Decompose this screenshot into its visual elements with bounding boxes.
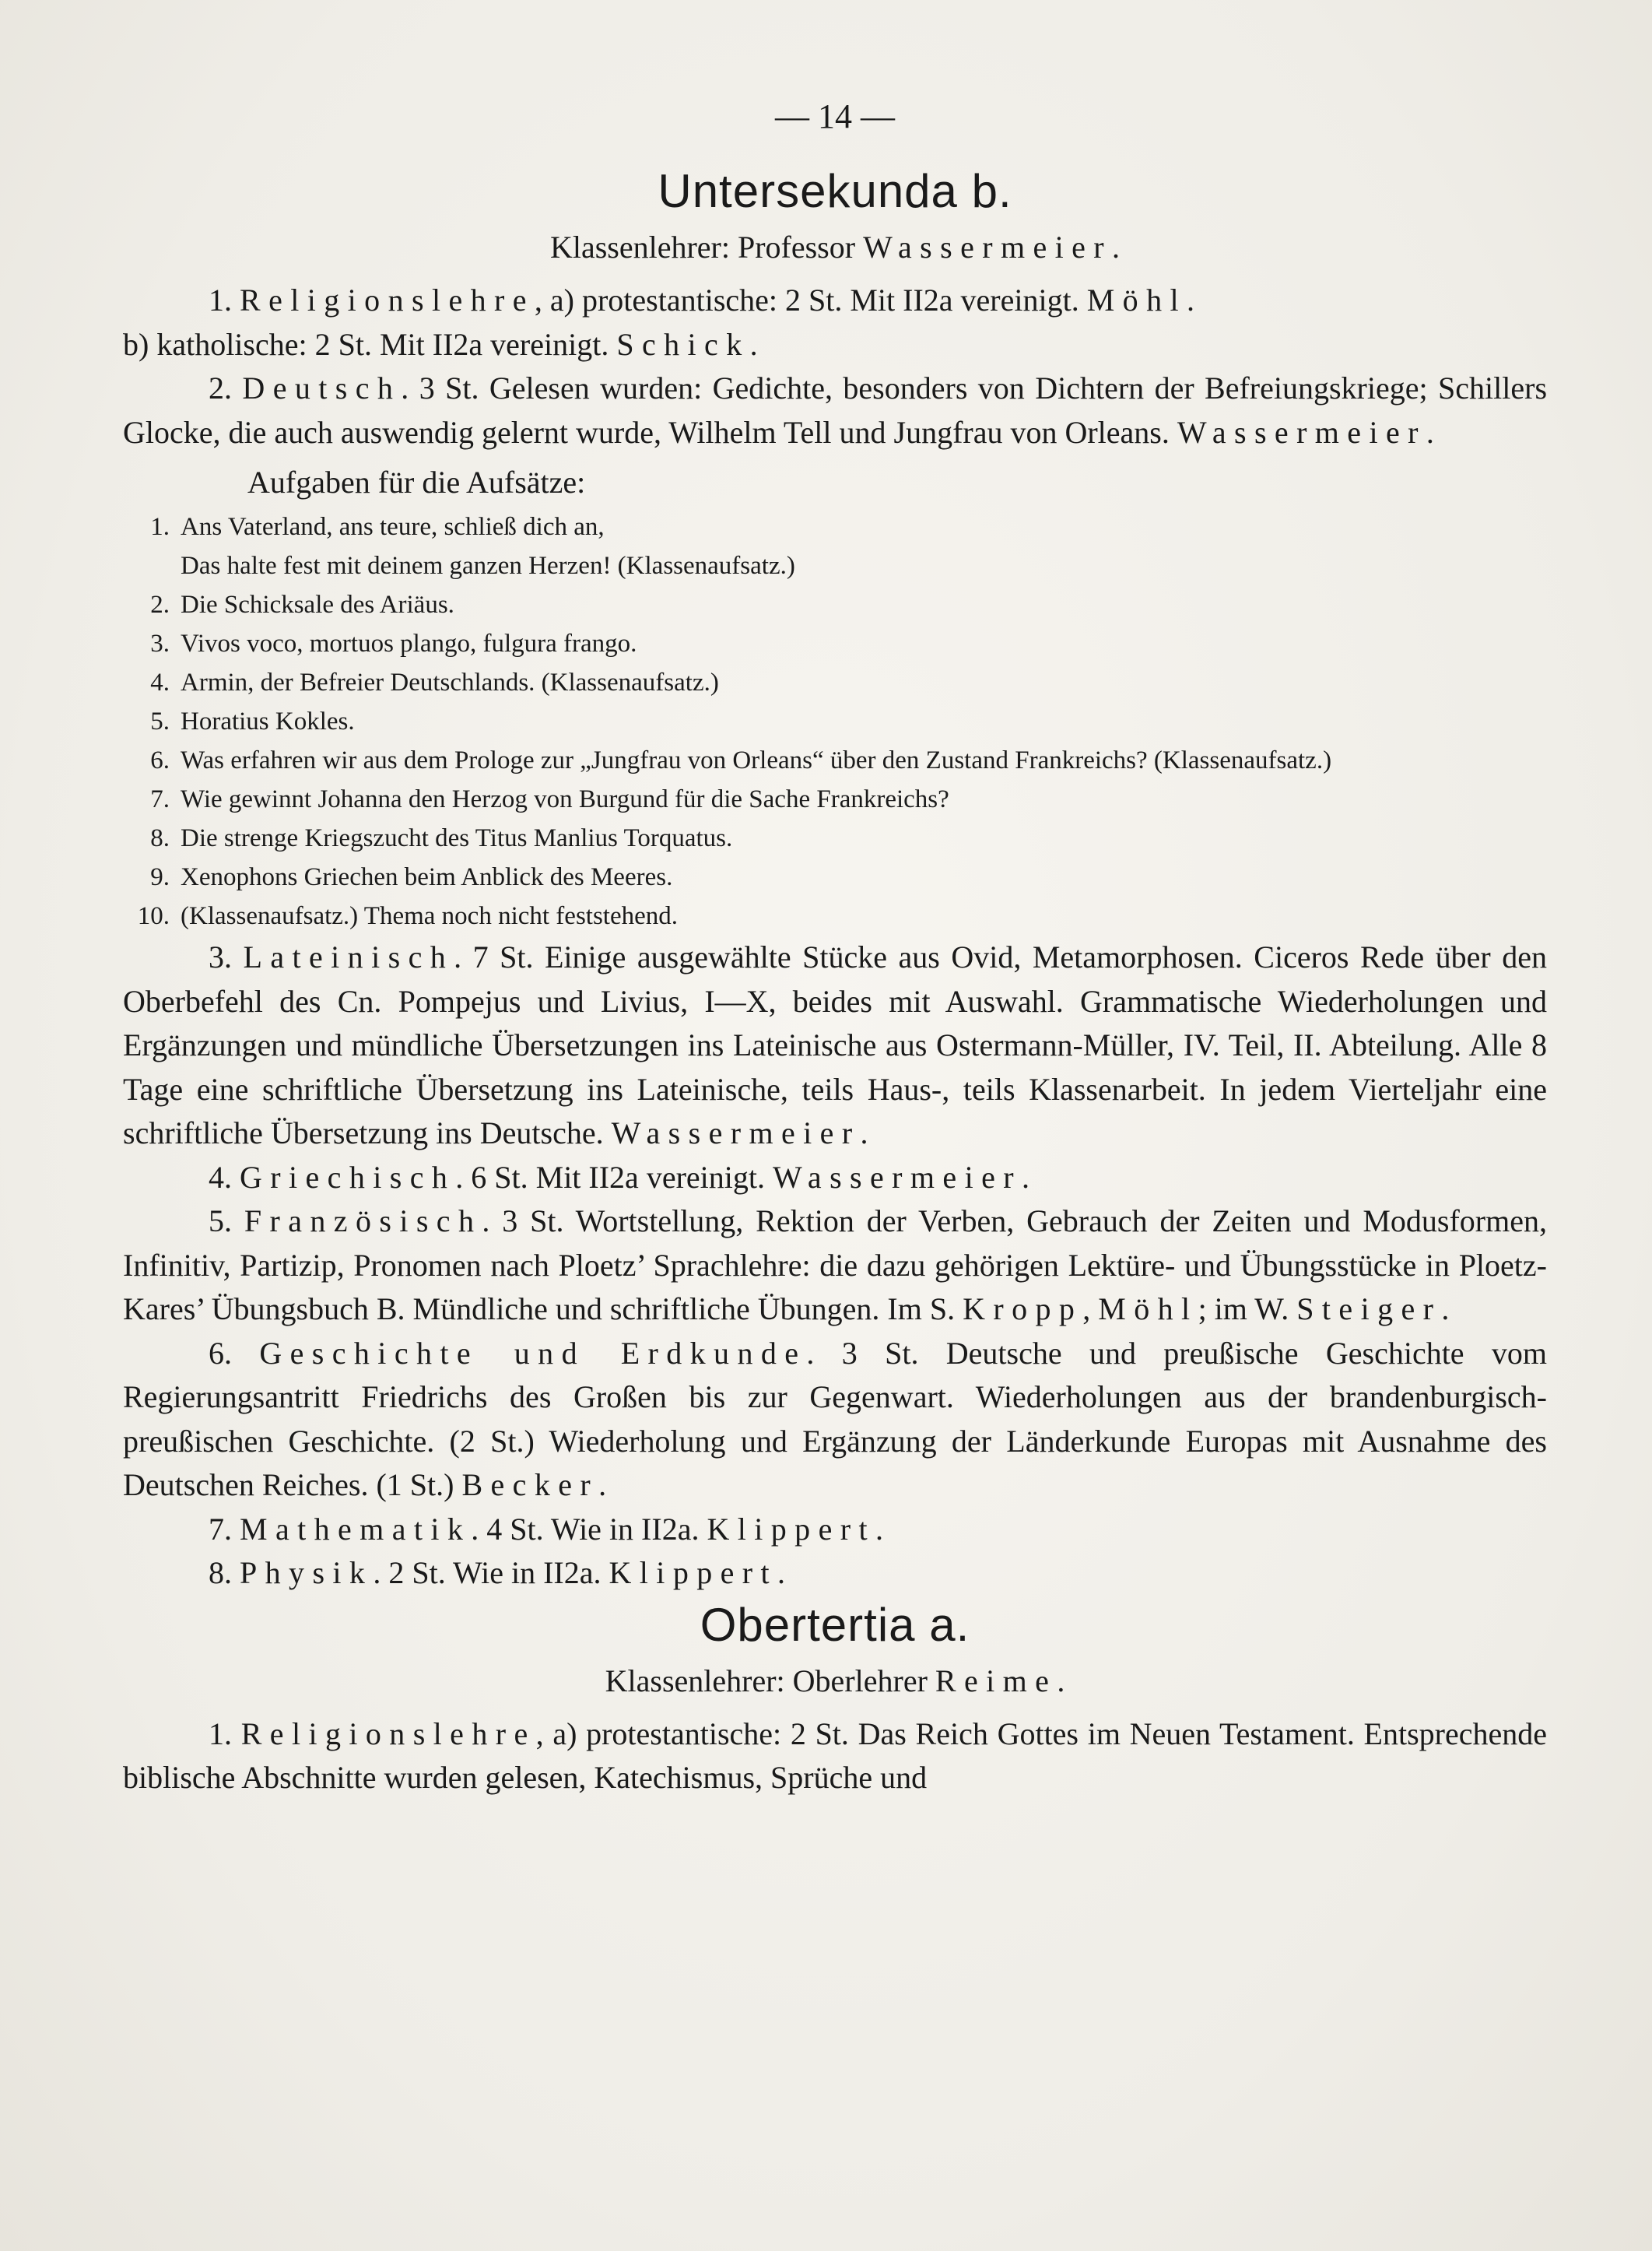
class-teacher-line — [123, 224, 1547, 271]
teacher-name: Kropp — [963, 1291, 1083, 1326]
para-num: 6. — [209, 1335, 260, 1371]
paragraph-deutsch — [123, 367, 1547, 455]
para-num: 2. — [209, 370, 243, 406]
subject-name: Physik — [240, 1555, 374, 1590]
list-item — [123, 663, 1547, 702]
paragraph-physik — [123, 1551, 1547, 1596]
paragraph-latein — [123, 936, 1547, 1156]
list-item-number: 7. — [150, 785, 170, 813]
para-text: . 3 St. Wortstellung, Rektion der Verben, Gebrauch der Zeiten und Modusformen, Infinitiv, Partizip, Pronomen nach Ploetz’ Sprachlehre: die dazu gehörigen Lektüre- und Übungsstücke in Ploetz-Kares’ Übungsbuch B. Mündliche und schriftliche Übungen. Im S. — [123, 1203, 1547, 1326]
teacher-prefix: Klassenlehrer: Professor — [549, 230, 856, 265]
teacher-suffix: . — [1112, 230, 1121, 265]
teacher-name: Wassermeier — [611, 1115, 861, 1150]
page-content — [123, 93, 1547, 1800]
para-text: . 2 St. Wie in II2a. — [373, 1555, 609, 1590]
para-text: . — [598, 1467, 607, 1502]
paragraph-mathematik — [123, 1508, 1547, 1552]
teacher-name: Wassermeier — [1177, 414, 1426, 450]
subject-name: Lateinisch — [243, 939, 454, 974]
subject-name: Mathematik — [240, 1511, 472, 1547]
paragraph-franzoesisch — [123, 1199, 1547, 1332]
para-num: 1. — [209, 1715, 241, 1751]
para-num: 3. — [209, 939, 244, 974]
para-text: . 3 St. Gelesen wurden: Gedichte, besonders von Dichtern der Befreiungskriege; Schillers Glocke, die auch auswendig gelernt wurde, Wilhelm Tell und Jungfrau von Orleans. — [123, 370, 1548, 450]
list-item-text: Vivos voco, mortuos plango, fulgura frango. — [181, 630, 637, 658]
para-num: 1. — [209, 283, 240, 318]
para-text: . — [1187, 283, 1194, 318]
section-title-untersekunda: Untersekunda b. — [658, 165, 1012, 217]
class-teacher-line — [123, 1658, 1547, 1705]
teacher-name: Becker — [461, 1467, 599, 1502]
paragraph-geschichte — [123, 1332, 1547, 1508]
para-text: . — [875, 1511, 883, 1547]
subject-name: Griechisch — [240, 1159, 456, 1195]
para-num: 4. — [209, 1159, 240, 1195]
teacher-name: Schick — [616, 326, 750, 362]
subject-name: Religionslehre — [240, 283, 535, 318]
list-item — [123, 897, 1547, 936]
teacher-name: Möhl — [1086, 283, 1187, 318]
essay-line-2: Das halte fest mit deinem ganzen Herzen! (Klassenaufsatz.) — [181, 552, 795, 580]
para-text: . 3 St. Deutsche und preußische Geschichte vom Regierungsantritt Friedrichs des Großen bis zur Gegenwart. Wiederholungen aus der brandenburgisch-preußischen Geschichte. (2 St.) Wiederholung und Ergänzung der Länderkunde Europas mit Ausnahme des Deutschen Reiches. (1 St.) — [123, 1335, 1548, 1502]
para-text: . — [749, 326, 758, 362]
essay-line-1: Ans Vaterland, ans teure, schließ dich an, — [181, 513, 605, 541]
teacher-name: Klippert — [707, 1511, 875, 1547]
paragraph-griechisch — [123, 1156, 1547, 1200]
essay-topics-list — [123, 507, 1547, 936]
subject-name: Geschichte und Erdkunde — [259, 1335, 807, 1371]
list-item-text: Horatius Kokles. — [181, 708, 355, 736]
list-item-number: 2. — [150, 591, 170, 619]
para-num: 5. — [209, 1203, 244, 1238]
list-item — [123, 741, 1547, 780]
para-text: . 4 St. Wie in II2a. — [471, 1511, 707, 1547]
list-item — [123, 819, 1547, 858]
list-item — [123, 780, 1547, 819]
paragraph-religion-obertertia — [123, 1712, 1547, 1800]
teacher-suffix: . — [1057, 1663, 1065, 1698]
list-item-number: 10. — [137, 902, 170, 930]
para-text: . — [1441, 1291, 1450, 1326]
list-item-text: Armin, der Befreier Deutschlands. (Klassenaufsatz.) — [181, 669, 719, 697]
teacher-name: Möhl — [1098, 1291, 1198, 1326]
para-text: . — [860, 1115, 868, 1150]
para-num: 8. — [209, 1555, 240, 1590]
para-text: . — [777, 1555, 786, 1590]
para-text: . — [1021, 1159, 1029, 1195]
para-text: ; im W. — [1198, 1291, 1297, 1326]
para-text: , a) protestantische: 2 St. Das Reich Gottes im Neuen Testament. Entsprechende biblische Abschnitte wurden gelesen, Katechismus, Sprüche und — [123, 1715, 1547, 1795]
list-item-text: Was erfahren wir aus dem Prologe zur „Jungfrau von Orleans“ über den Zustand Frankreichs? (Klassenaufsatz.) — [181, 746, 1332, 774]
subject-name: Religionslehre — [240, 1715, 536, 1751]
teacher-name: Klippert — [609, 1555, 778, 1590]
para-text: . 7 St. Einige ausgewählte Stücke aus Ovid, Metamorphosen. Ciceros Rede über den Oberbefehl des Cn. Pompejus und Livius, I—X, beides mit Auswahl. Grammatische Wiederholungen und Ergänzungen und mündliche Übersetzungen ins Lateinische aus Ostermann-Müller, IV. Teil, II. Abteilung. Alle 8 Tage eine schriftliche Übersetzung ins Lateinische, teils Haus-, teils Klassenarbeit. In jedem Vierteljahr eine schriftliche Übersetzung ins Deutsche. — [123, 939, 1547, 1150]
list-item-text: Die Schicksale des Ariäus. — [181, 591, 454, 619]
teacher-name: Wassermeier — [772, 1159, 1022, 1195]
paragraph-religion — [123, 279, 1547, 323]
list-item-text: Die strenge Kriegszucht des Titus Manlius Torquatus. — [181, 824, 733, 852]
list-item-number: 6. — [150, 746, 170, 774]
teacher-prefix: Klassenlehrer: Oberlehrer — [605, 1663, 928, 1698]
para-text: b) katholische: 2 St. Mit II2a vereinigt. — [123, 326, 617, 362]
list-item-number: 4. — [150, 669, 170, 697]
para-text: , a) protestantische: 2 St. Mit II2a vereinigt. — [534, 283, 1087, 318]
list-item-text — [181, 507, 1547, 585]
para-text: . — [1426, 414, 1434, 450]
subject-name: Französisch — [244, 1203, 482, 1238]
teacher-name: Reime — [935, 1663, 1057, 1698]
para-num: 7. — [209, 1511, 240, 1547]
list-item-text: Wie gewinnt Johanna den Herzog von Burgund für die Sache Frankreichs? — [181, 785, 949, 813]
teacher-name: Steiger — [1296, 1291, 1442, 1326]
list-item-text: Xenophons Griechen beim Anblick des Meeres. — [181, 863, 673, 891]
list-item — [123, 507, 1547, 585]
list-item-number: 5. — [150, 708, 170, 736]
subject-name: Deutsch — [242, 370, 402, 406]
section-title-obertertia: Obertertia a. — [700, 1598, 970, 1651]
list-item — [123, 858, 1547, 897]
page-number: — 14 — — [775, 97, 895, 135]
list-item — [123, 702, 1547, 741]
para-text: . 6 St. Mit II2a vereinigt. — [455, 1159, 773, 1195]
list-item — [123, 585, 1547, 624]
list-item-text: (Klassenaufsatz.) Thema noch nicht feststehend. — [181, 902, 679, 930]
list-item — [123, 624, 1547, 663]
para-text: , — [1082, 1291, 1099, 1326]
essay-topics-heading: Aufgaben für die Aufsätze: — [247, 465, 586, 500]
list-item-number: 8. — [150, 824, 170, 852]
paragraph-religion-catholic — [123, 323, 1547, 367]
list-item-number: 1. — [150, 513, 170, 541]
teacher-name: Wassermeier — [863, 230, 1113, 265]
list-item-number: 3. — [150, 630, 170, 658]
list-item-number: 9. — [150, 863, 170, 891]
